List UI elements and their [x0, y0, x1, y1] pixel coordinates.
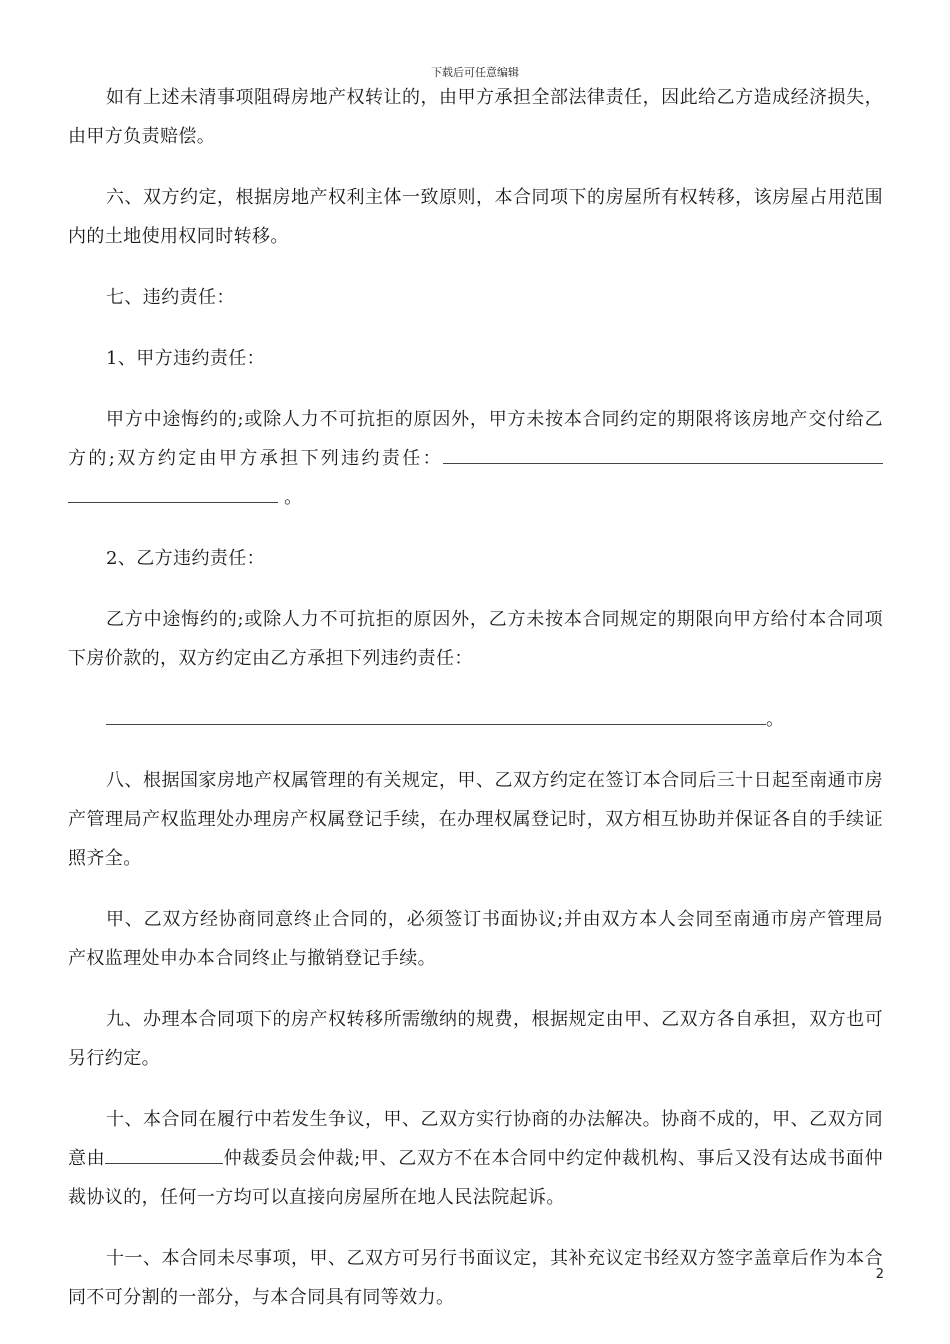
paragraph-termination: 甲、乙双方经协商同意终止合同的，必须签订书面协议;并由双方本人会同至南通市房产管理局产权监理处申办本合同终止与撤销登记手续。 [68, 909, 883, 969]
party-a-liability-text: 甲方中途悔约的;或除人力不可抗拒的原因外，甲方未按本合同约定的期限将该房地产交付给乙方的;双方约定由甲方承担下列违约责任： [68, 409, 883, 469]
party-a-liability-end: 。 [284, 487, 303, 508]
paragraph-section-6: 六、双方约定，根据房地产权利主体一致原则，本合同项下的房屋所有权转移，该房屋占用范围内的土地使用权同时转移。 [68, 187, 883, 247]
paragraph-section-8: 八、根据国家房地产权属管理的有关规定，甲、乙双方约定在签订本合同后三十日起至南通市房产管理局产权监理处办理房产权属登记手续，在办理权属登记时，双方相互协助并保证各自的手续证照齐全。 [68, 770, 883, 869]
arbitration-committee-blank [105, 1145, 223, 1164]
section-10-text-b: 仲裁委员会仲裁;甲、乙双方不在本合同中约定仲裁机构、事后又没有达成书面仲裁协议的，任何一方均可以直接向房屋所在地人民法院起诉。 [68, 1148, 883, 1208]
paragraph-party-a-liability [68, 400, 883, 517]
paragraph-party-b-liability: 乙方中途悔约的;或除人力不可抗拒的原因外，乙方未按本合同规定的期限向甲方给付本合同项下房价款的，双方约定由乙方承担下列违约责任： [68, 609, 883, 669]
party-b-liability-blank [106, 706, 766, 725]
paragraph-party-a-liability-heading: 1、甲方违约责任： [106, 348, 266, 369]
paragraph-section-10 [68, 1100, 883, 1217]
document-body [68, 78, 883, 1339]
page-number: 2 [875, 1267, 884, 1282]
paragraph-liability-clause: 如有上述未清事项阻碍房地产权转让的，由甲方承担全部法律责任，因此给乙方造成经济损失，由甲方负责赔偿。 [68, 87, 883, 147]
party-a-liability-blank-continued [68, 484, 278, 503]
paragraph-party-b-liability-blank [68, 700, 883, 739]
paragraph-party-b-liability-heading: 2、乙方违约责任： [106, 548, 266, 569]
section-10-text-a: 十、本合同在履行中若发生争议，甲、乙双方实行协商的办法解决。协商不成的，甲、乙双方同意由 [68, 1109, 883, 1169]
party-a-liability-blank [443, 445, 883, 464]
paragraph-section-11: 十一、本合同未尽事项，甲、乙双方可另行书面议定，其补充议定书经双方签字盖章后作为本合同不可分割的一部分，与本合同具有同等效力。 [68, 1248, 883, 1308]
page-header-note: 下载后可任意编辑 [431, 66, 519, 79]
paragraph-section-9: 九、办理本合同项下的房产权转移所需缴纳的规费，根据规定由甲、乙双方各自承担，双方也可另行约定。 [68, 1009, 883, 1069]
paragraph-section-7-heading: 七、违约责任： [106, 287, 235, 308]
party-b-liability-end: 。 [766, 709, 785, 730]
